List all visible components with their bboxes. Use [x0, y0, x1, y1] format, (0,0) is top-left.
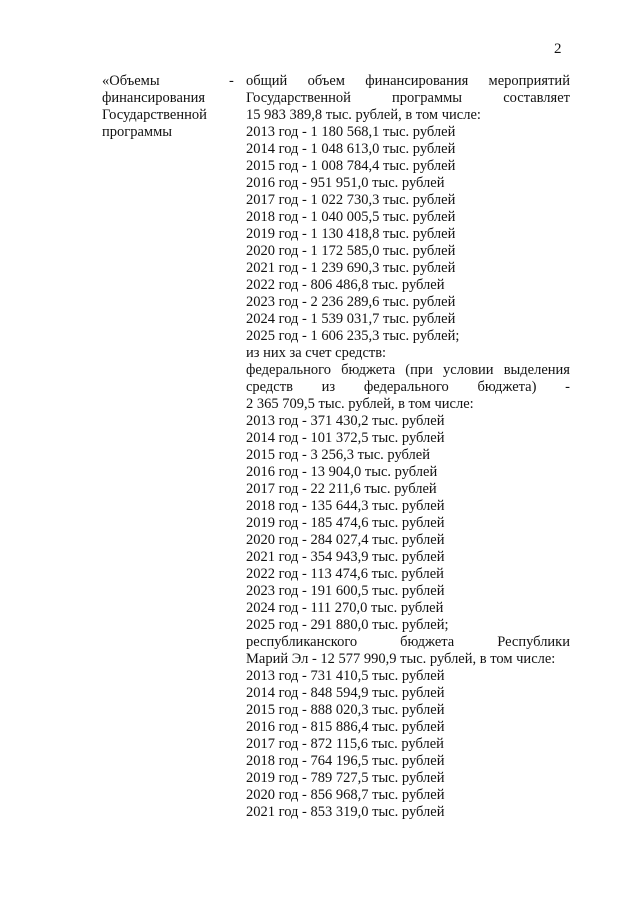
content-line: 2025 год - 291 880,0 тыс. рублей; — [246, 617, 449, 633]
content-line: 2023 год - 191 600,5 тыс. рублей — [246, 583, 445, 599]
content-line: 2025 год - 1 606 235,3 тыс. рублей; — [246, 328, 460, 344]
content-line: 2013 год - 1 180 568,1 тыс. рублей — [246, 124, 456, 140]
content-word: выделения — [503, 362, 570, 378]
section-label — [102, 73, 232, 141]
content-word: (при — [405, 362, 433, 378]
content-line: 2021 год - 1 239 690,3 тыс. рублей — [246, 260, 456, 276]
content-line: 2022 год - 113 474,6 тыс. рублей — [246, 566, 444, 582]
content-line: 2014 год - 1 048 613,0 тыс. рублей — [246, 141, 456, 157]
content-line: 2015 год - 1 008 784,4 тыс. рублей — [246, 158, 456, 174]
content-line: Марий Эл - 12 577 990,9 тыс. рублей, в том числе: — [246, 651, 556, 667]
section-label-line: программы — [102, 124, 172, 140]
content-word: бюджета — [341, 362, 396, 378]
content-line — [246, 379, 570, 396]
content-line: 2018 год - 1 040 005,5 тыс. рублей — [246, 209, 456, 225]
content-line: 2016 год - 951 951,0 тыс. рублей — [246, 175, 445, 191]
content-line: 2015 год - 888 020,3 тыс. рублей — [246, 702, 445, 718]
content-word: Республики — [497, 634, 570, 650]
content-word: средств — [246, 379, 293, 395]
content-line: 2017 год - 872 115,6 тыс. рублей — [246, 736, 444, 752]
content-line: 2018 год - 764 196,5 тыс. рублей — [246, 753, 445, 769]
content-line: 2013 год - 371 430,2 тыс. рублей — [246, 413, 445, 429]
content-line — [246, 73, 570, 90]
content-line: 2018 год - 135 644,3 тыс. рублей — [246, 498, 445, 514]
content-line: 2014 год - 848 594,9 тыс. рублей — [246, 685, 445, 701]
section-label-line: Государственной — [102, 107, 207, 123]
content-line: 2016 год - 815 886,4 тыс. рублей — [246, 719, 445, 735]
section-label-line: «Объемы — [102, 73, 160, 89]
label-dash: - — [229, 73, 234, 89]
section-content — [246, 73, 570, 821]
content-line: из них за счет средств: — [246, 345, 387, 361]
content-word: мероприятий — [488, 73, 570, 89]
content-line: 2017 год - 1 022 730,3 тыс. рублей — [246, 192, 456, 208]
content-line: 2019 год - 1 130 418,8 тыс. рублей — [246, 226, 456, 242]
content-line: 2016 год - 13 904,0 тыс. рублей — [246, 464, 438, 480]
content-word: бюджета — [400, 634, 455, 650]
content-line: 2024 год - 1 539 031,7 тыс. рублей — [246, 311, 456, 327]
content-line: 2 365 709,5 тыс. рублей, в том числе: — [246, 396, 474, 412]
content-word: бюджета) — [477, 379, 537, 395]
page-number: 2 — [554, 41, 562, 57]
content-word: федерального — [246, 362, 331, 378]
content-line: 2015 год - 3 256,3 тыс. рублей — [246, 447, 430, 463]
content-word: Государственной — [246, 90, 351, 106]
content-line: 2014 год - 101 372,5 тыс. рублей — [246, 430, 445, 446]
content-line — [246, 362, 570, 379]
section-label-line: финансирования — [102, 90, 206, 106]
content-line — [246, 90, 570, 107]
content-line: 2020 год - 284 027,4 тыс. рублей — [246, 532, 445, 548]
content-line: 2019 год - 185 474,6 тыс. рублей — [246, 515, 445, 531]
content-line: 2019 год - 789 727,5 тыс. рублей — [246, 770, 445, 786]
content-line: 2017 год - 22 211,6 тыс. рублей — [246, 481, 437, 497]
content-word: программы — [392, 90, 463, 106]
content-word: федерального — [363, 379, 449, 395]
content-line: 2020 год - 856 968,7 тыс. рублей — [246, 787, 445, 803]
content-line: 2020 год - 1 172 585,0 тыс. рублей — [246, 243, 456, 259]
content-line: 2024 год - 111 270,0 тыс. рублей — [246, 600, 444, 616]
content-line: 2021 год - 354 943,9 тыс. рублей — [246, 549, 445, 565]
content-word: условии — [443, 362, 494, 378]
content-word: составляет — [503, 90, 570, 106]
content-line — [246, 634, 570, 651]
content-word: объем — [307, 73, 345, 89]
content-word: республиканского — [246, 634, 358, 650]
content-line: 2023 год - 2 236 289,6 тыс. рублей — [246, 294, 456, 310]
content-line: 2013 год - 731 410,5 тыс. рублей — [246, 668, 445, 684]
content-word: - — [565, 379, 570, 395]
content-word: общий — [246, 73, 288, 89]
content-word: из — [321, 379, 336, 395]
content-line: 2022 год - 806 486,8 тыс. рублей — [246, 277, 445, 293]
content-line: 2021 год - 853 319,0 тыс. рублей — [246, 804, 445, 820]
content-line: 15 983 389,8 тыс. рублей, в том числе: — [246, 107, 481, 123]
content-word: финансирования — [365, 73, 469, 89]
